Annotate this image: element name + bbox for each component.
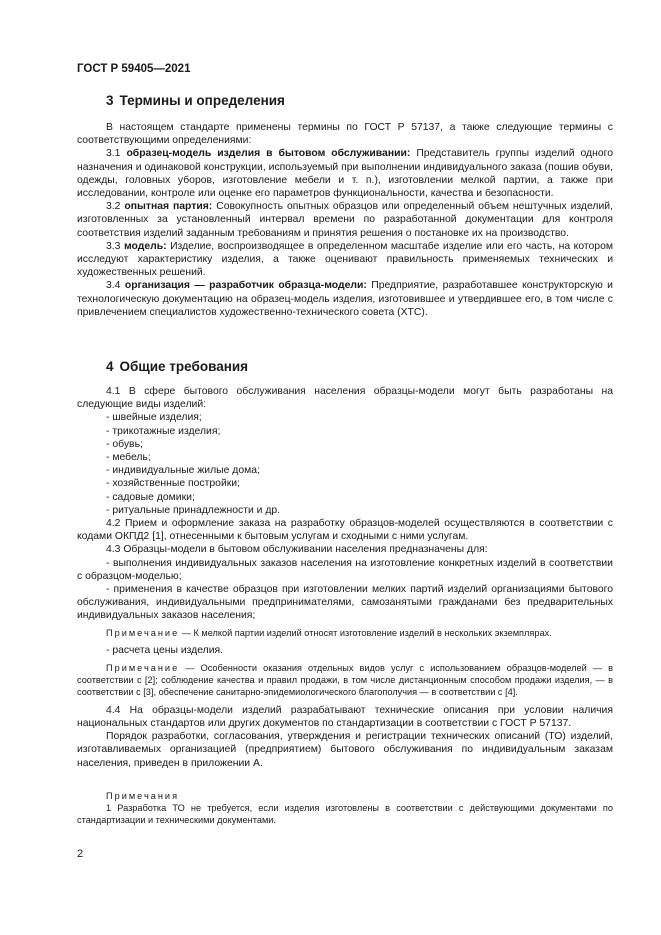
term-name: образец-модель изделия в бытовом обслуживании: [126, 148, 411, 160]
paragraph-4-4-procedure: Порядок разработки, согласования, утверждения и регистрации технических описаний (ТО) изделий, изготавливаемых организацией (предприятием) бытового обслуживания по индивидуальным заказам населения, приведен в приложении А. [77, 731, 613, 769]
paragraph-4-4: 4.4 На образцы-модели изделий разрабатывают технические описания при условии наличия национальных стандартов или других документов по стандартизации в соответствии с ГОСТ Р 57137. [77, 704, 613, 730]
term-3-1 [77, 147, 613, 200]
list-item: - обувь; [106, 438, 143, 450]
list-item: - мебель; [106, 452, 151, 464]
term-definition: Изделие, воспроизводящее в определенном масштабе изделие или его часть, на котором исследуют характеристику изделия, а также оценивают правильность применяемых технических и художественных решений. [77, 240, 614, 279]
term-number: 3.2 [106, 201, 121, 213]
section-3-intro: В настоящем стандарте применены термины по ГОСТ Р 57137, а также следующие термины с соответствующими определениями: [77, 122, 613, 147]
term-name: организация — разработчик образца-модели: [124, 280, 367, 292]
term-3-2 [77, 200, 613, 240]
document-code-header: ГОСТ Р 59405—2021 [77, 63, 191, 75]
note-item-1: 1 Разработка ТО не требуется, если изделия изготовлены в соответствии с действующими документами по стандартизации и техническими документами. [77, 802, 613, 825]
section-4-title: Общие требования [119, 359, 249, 374]
section-3-body [77, 121, 613, 319]
paragraph-4-1: 4.1 В сфере бытового обслуживания населения образцы-модели могут быть разработаны на следующие виды изделий: [77, 386, 613, 411]
list-item: - ритуальные принадлежности и др. [106, 504, 281, 516]
note-small-batch [77, 627, 613, 639]
term-number: 3.3 [106, 240, 121, 252]
list-item: - трикотажные изделия; [106, 425, 221, 437]
list-item: - индивидуальные жилые дома; [106, 465, 260, 477]
paragraph-4-2: 4.2 Прием и оформление заказа на разработку образцов-моделей осуществляются в соответствии с кодами ОКПД2 [1], отнесенными к бытовым услугам и сходными с ними услугам. [77, 518, 613, 543]
term-3-4 [77, 279, 613, 319]
list-item-4-3-a: - выполнения индивидуальных заказов населения на изготовление конкретных изделий в соответствии с образцом-моделью; [77, 557, 613, 582]
term-3-3 [77, 240, 613, 280]
term-number: 3.1 [106, 148, 121, 160]
term-name: опытная партия: [124, 201, 213, 213]
paragraph-4-3: 4.3 Образцы-модели в бытовом обслуживании населения предназначены для: [106, 544, 488, 556]
section-4-number: 4 [106, 359, 114, 374]
term-definition: Совокупность опытных образцов или определенный объем нештучных изделий, изготовленных за установленный интервал времени по разработанной документации для контроля соответствия изделий заданным требованиям и принятия решения о постановке их на производство. [77, 201, 613, 239]
list-item: - хозяйственные постройки; [106, 478, 240, 490]
note-label: Примечание [106, 627, 180, 638]
list-item-4-3-c: - расчета цены изделия. [106, 644, 224, 656]
note-label: Примечание [106, 662, 180, 673]
notes-heading [77, 790, 613, 802]
list-item-4-3-b: - применения в качестве образцов при изготовлении мелких партий изделий организациями бытового обслуживания, индивидуальными предпринимателями, самозанятыми гражданами без предварительных индивидуальных заказов населения; [77, 584, 613, 622]
page-number: 2 [77, 848, 84, 860]
section-3-heading [106, 93, 285, 108]
section-3-title: Термины и определения [119, 93, 285, 108]
section-4-heading [106, 359, 248, 374]
note-service-features [77, 662, 613, 698]
term-number: 3.4 [106, 280, 121, 292]
section-3-number: 3 [106, 93, 114, 108]
note-text: — К мелкой партии изделий относят изготовление изделий в нескольких экземплярах. [179, 627, 552, 638]
term-definition: Представитель группы изделий одного назначения и одинаковой конструкции, используемый при выполнении индивидуального заказа (пошив обуви, одежды, головных уборов, изготовление мебели и т. п.), изготовлении мелкой партии, а также при исследовании, контроле или оценке его параметров функциональности, качества и безопасности. [77, 148, 613, 200]
note-text: — Особенности оказания отдельных видов услуг с использованием образцов-моделей — в соответствии с [2]; соблюдение качества и правил продажи, в том числе дистанционным способом продажи изделия, — в соответствии с [3], обеспечение санитарно-эпидемиологического благополучия — в соответствии с [4]. [77, 662, 613, 697]
term-definition: Предприятие, разработавшее конструкторскую и технологическую документацию на образец-модель изделия, изготовившее и утвердившее его, в том числе с привлечением специалистов художественно-технического совета (ХТС). [77, 280, 613, 318]
section-4-body [77, 385, 613, 826]
list-item: - садовые домики; [106, 491, 195, 503]
notes-label: Примечания [106, 790, 180, 801]
list-item: - швейные изделия; [106, 412, 202, 424]
term-name: модель: [123, 240, 167, 252]
